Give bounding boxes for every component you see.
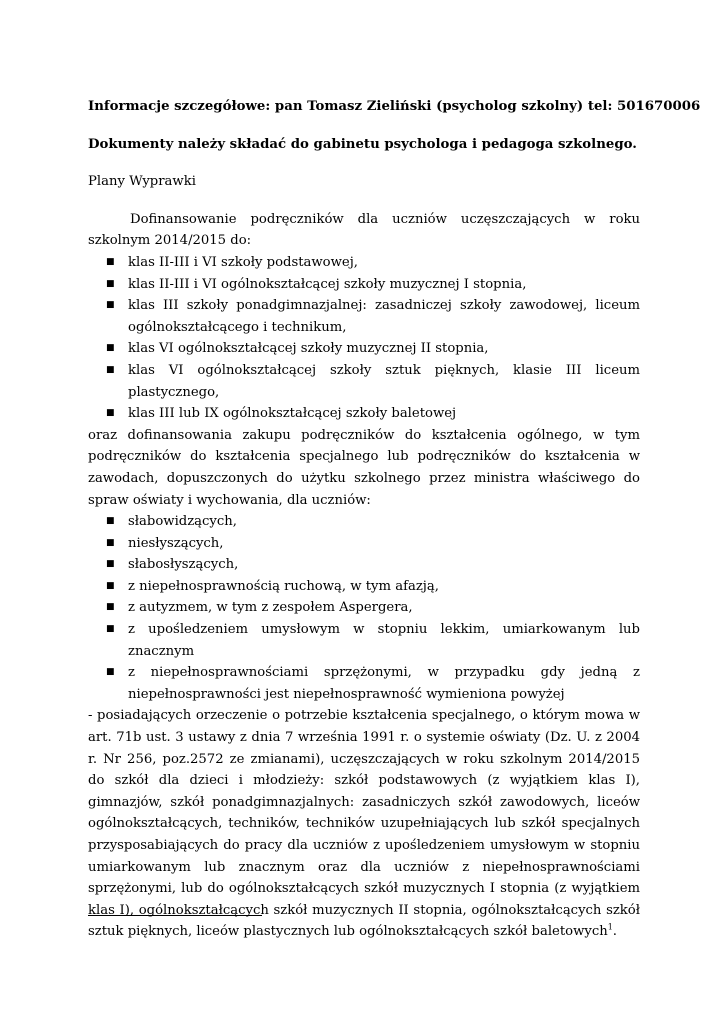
documents-instruction-line: Dokumenty należy składać do gabinetu psychologa i pedagoga szkolnego.: [88, 136, 637, 152]
list-item: [88, 274, 640, 296]
list-item-text: z niepełnosprawnością ruchową, w tym afazją,: [128, 578, 439, 594]
bullet-icon: ■: [106, 537, 115, 548]
list-item: [88, 252, 640, 274]
bullet-icon: ■: [106, 278, 115, 289]
bullet-icon: ■: [106, 408, 115, 419]
bullet-icon: ■: [106, 256, 115, 267]
list-item: [88, 338, 640, 360]
list-item-text: słabowidzących,: [128, 514, 237, 530]
bullet-icon: ■: [106, 300, 115, 311]
list-item-text: z niepełnosprawnościami sprzężonymi, w przypadku gdy jedną z niepełnosprawności jest niepełnosprawność wymieniona powyżej: [128, 665, 640, 702]
footnote-reference[interactable]: 1: [607, 922, 613, 932]
contact-info-line: Informacje szczegółowe: pan Tomasz Zieliński (psycholog szkolny) tel: 501670006: [88, 99, 701, 114]
bullet-icon: ■: [106, 624, 115, 635]
bullet-icon: ■: [106, 516, 115, 527]
final-paragraph-text: - posiadających orzeczenie o potrzebie kształcenia specjalnego, o którym mowa w art. 71b ust. 3 ustawy z dnia 7 września 1991 r. o systemie oświaty (Dz. U. z 2004 r. Nr 256, poz.2572 ze zmianami), uczęszczających w roku szkolnym 2014/2015 do szkół dla dzieci i młodzieży: szkół podstawowych (z wyjątkiem klas I), gimnazjów, szkół ponadgimnazjalnych: zasadniczych szkół zawodowych, liceów ogólnokształcących, techników, techników uzupełniających lub szkół specjalnych przysposabiających do pracy dla uczniów z upośledzeniem umysłowym w stopniu umiarkowanym lub znacznym oraz dla uczniów z niepełnosprawnościami sprzężonymi, lub do ogólnokształcących szkół muzycznych I stopnia (z wyjątkiem klas I), ogólnokształcących szkół muzycznych II stopnia, ogólnokształcących szkół sztuk pięknych, liceów plastycznych lub ogólnokształcących szkół baletowych: [88, 708, 640, 940]
list-item-text: klas III lub IX ogólnokształcącej szkoły baletowej: [128, 406, 457, 422]
bullet-icon: ■: [106, 580, 115, 591]
list-item-text: klas II-III i VI ogólnokształcącej szkoły muzycznej I stopnia,: [128, 276, 527, 292]
list-item: [88, 533, 640, 555]
bullet-icon: ■: [106, 364, 115, 375]
list-item-text: klas VI ogólnokształcącej szkoły sztuk pięknych, klasie III liceum plastycznego,: [128, 362, 640, 400]
list-item: [88, 597, 640, 619]
list-item: [88, 511, 640, 533]
final-paragraph: [88, 705, 640, 943]
list-item-text: z upośledzeniem umysłowym w stopniu lekkim, umiarkowanym lub znacznym: [128, 622, 640, 659]
bullet-icon: ■: [106, 602, 115, 613]
list-item: [88, 554, 640, 576]
footnote-separator: [88, 915, 262, 916]
list-item-text: klas VI ogólnokształcącej szkoły muzycznej II stopnia,: [128, 341, 489, 357]
final-period: .: [612, 924, 617, 940]
bullet-icon: ■: [106, 343, 115, 354]
list-item: [88, 662, 640, 705]
students-list: [88, 511, 640, 705]
list-item: [88, 619, 640, 662]
bullet-icon: ■: [106, 667, 115, 678]
bullet-icon: ■: [106, 559, 115, 570]
section-heading: Plany Wyprawki: [88, 174, 196, 190]
list-item-text: niesłyszących,: [128, 535, 224, 551]
intro-paragraph: Dofinansowanie podręczników dla uczniów uczęszczających w roku szkolnym 2014/2015 do:: [88, 211, 640, 249]
list-item-text: klas III szkoły ponadgimnazjalnej: zasadniczej szkoły zawodowej, liceum ogólnokształcącego i technikum,: [128, 298, 640, 335]
list-item: [88, 576, 640, 598]
list-item-text: z autyzmem, w tym z zespołem Aspergera,: [128, 600, 413, 616]
list-item: [88, 403, 640, 425]
middle-paragraph: oraz dofinansowania zakupu podręczników do kształcenia ogólnego, w tym podręczników do kształcenia specjalnego lub podręczników do kształcenia w zawodach, dopuszczonych do użytku szkolnego przez ministra właściwego do spraw oświaty i wychowania, dla uczniów:: [88, 427, 640, 508]
schools-list: [88, 252, 640, 425]
list-item: [88, 360, 640, 403]
list-item-text: klas II-III i VI szkoły podstawowej,: [128, 254, 358, 270]
list-item-text: słabosłyszących,: [128, 557, 239, 573]
document-body: [88, 96, 701, 943]
list-item: [88, 295, 640, 338]
